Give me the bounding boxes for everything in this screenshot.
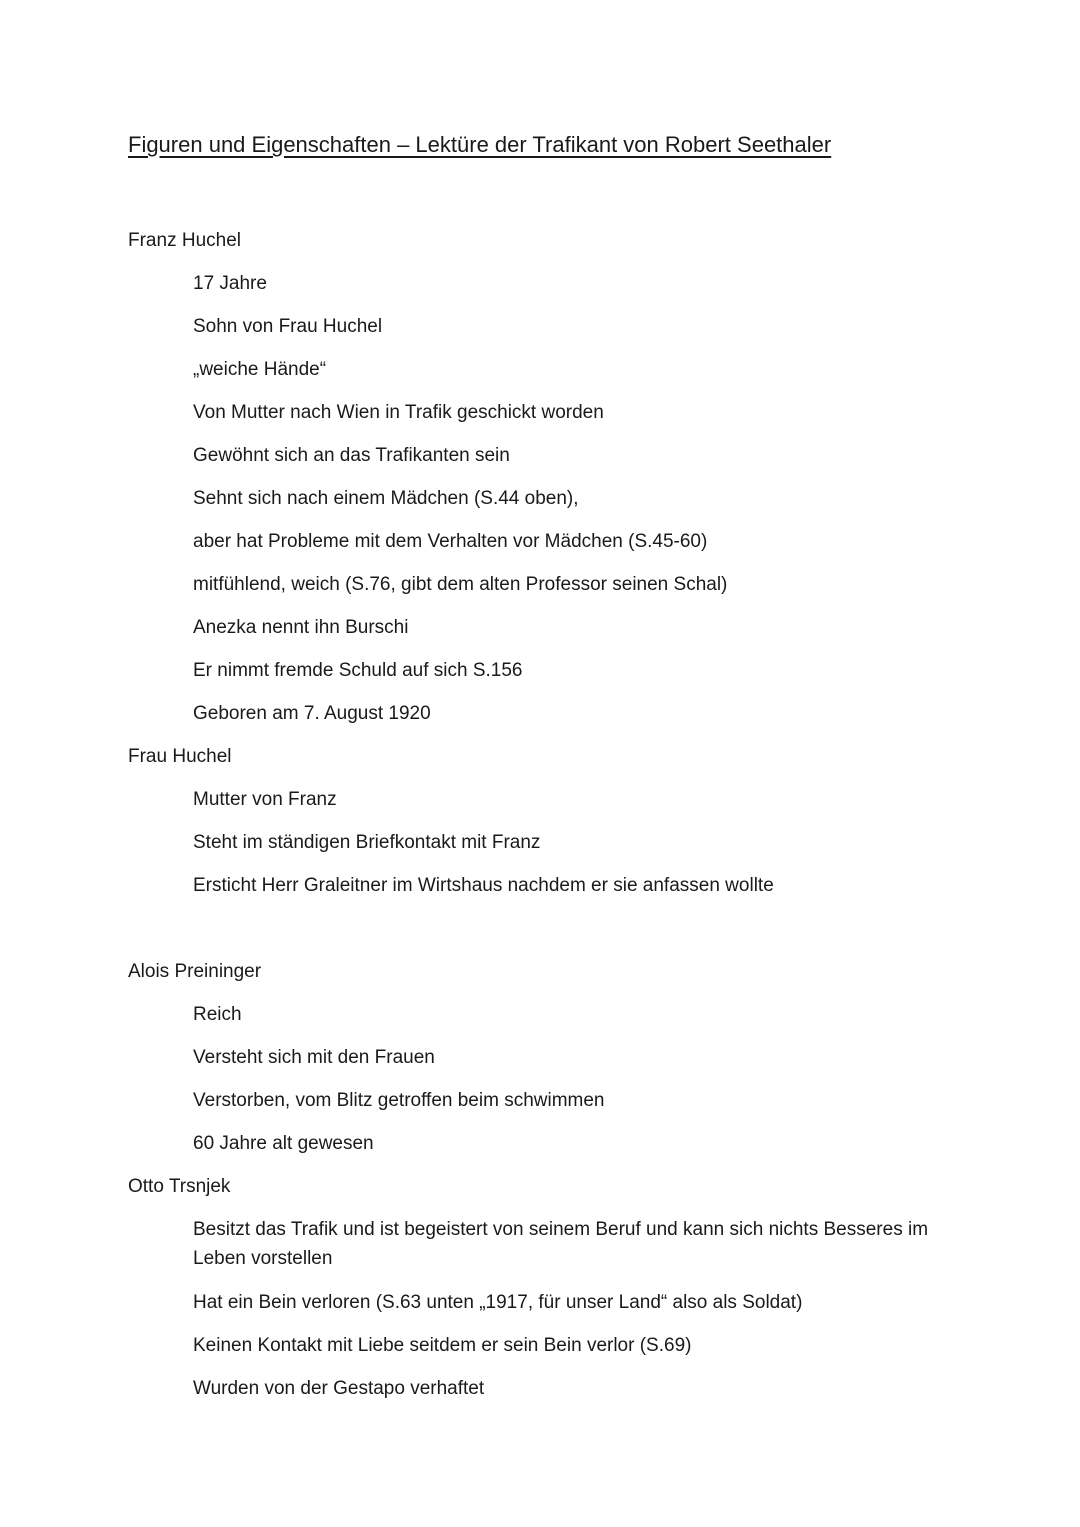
character-traits-list: [128, 262, 940, 735]
trait-item: Verstorben, vom Blitz getroffen beim schwimmen: [193, 1090, 605, 1111]
character-section-alois-preininger: [128, 950, 940, 1165]
character-traits-list: [128, 993, 940, 1165]
trait-item: Ersticht Herr Graleitner im Wirtshaus nachdem er sie anfassen wollte: [193, 875, 774, 896]
trait-item: Besitzt das Trafik und ist begeistert von seinem Beruf und kann sich nichts Besseres im Leben vorstellen: [193, 1219, 929, 1269]
trait-item: Von Mutter nach Wien in Trafik geschickt worden: [193, 402, 604, 423]
trait-item: Anezka nennt ihn Burschi: [193, 617, 409, 638]
trait-item: Sehnt sich nach einem Mädchen (S.44 oben),: [193, 488, 579, 509]
trait-item: 17 Jahre: [193, 273, 267, 294]
character-section-frau-huchel: [128, 735, 940, 907]
trait-item: Wurden von der Gestapo verhaftet: [193, 1378, 485, 1399]
trait-item: Hat ein Bein verloren (S.63 unten „1917, für unser Land“ also als Soldat): [193, 1292, 803, 1313]
spacer: [128, 160, 940, 219]
character-name: Franz Huchel: [128, 230, 241, 251]
trait-item: Er nimmt fremde Schuld auf sich S.156: [193, 660, 523, 681]
trait-item: Versteht sich mit den Frauen: [193, 1047, 435, 1068]
spacer: [128, 907, 940, 950]
trait-item: aber hat Probleme mit dem Verhalten vor Mädchen (S.45-60): [193, 531, 708, 552]
trait-item: mitfühlend, weich (S.76, gibt dem alten Professor seinen Schal): [193, 574, 728, 595]
character-traits-list: [128, 1208, 940, 1410]
trait-item: Geboren am 7. August 1920: [193, 703, 431, 724]
document-title: Figuren und Eigenschaften – Lektüre der Trafikant von Robert Seethaler: [128, 132, 832, 157]
character-traits-list: [128, 778, 940, 907]
character-section-franz-huchel: [128, 219, 940, 735]
trait-item: Reich: [193, 1004, 242, 1025]
trait-item: Keinen Kontakt mit Liebe seitdem er sein Bein verlor (S.69): [193, 1335, 692, 1356]
trait-item: „weiche Hände“: [193, 359, 327, 380]
character-name: Frau Huchel: [128, 746, 232, 767]
character-name: Otto Trsnjek: [128, 1176, 231, 1197]
trait-item: Steht im ständigen Briefkontakt mit Franz: [193, 832, 541, 853]
character-name: Alois Preininger: [128, 961, 262, 982]
character-section-otto-trsnjek: [128, 1165, 940, 1410]
trait-item: Mutter von Franz: [193, 789, 337, 810]
trait-item: Sohn von Frau Huchel: [193, 316, 383, 337]
trait-item: Gewöhnt sich an das Trafikanten sein: [193, 445, 510, 466]
trait-item: 60 Jahre alt gewesen: [193, 1133, 374, 1154]
